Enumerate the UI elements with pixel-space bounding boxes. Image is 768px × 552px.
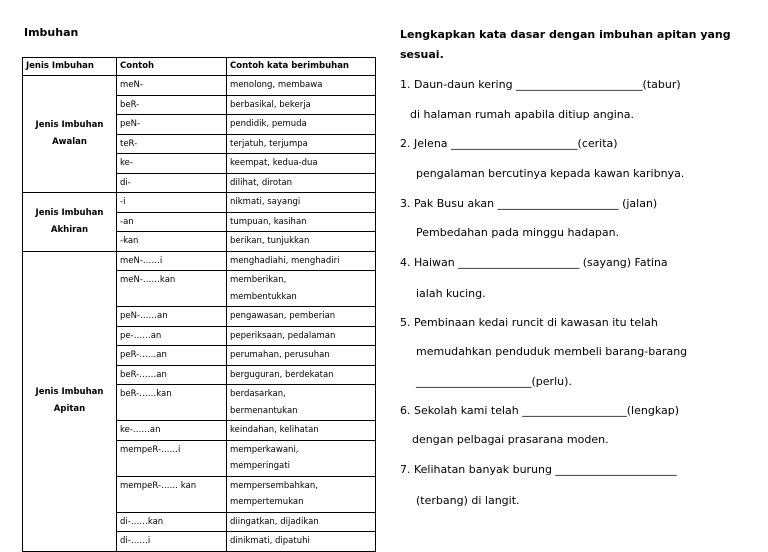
kata-cell: keindahan, kelihatan [227, 421, 376, 441]
kata-cell: berikan, tunjukkan [227, 232, 376, 252]
kata-cell: diingatkan, dijadikan [227, 512, 376, 532]
contoh-cell: ke-……an [117, 421, 227, 441]
contoh-cell: teR- [117, 134, 227, 154]
kata-line1: berdasarkan, [230, 389, 286, 399]
kata-cell [227, 385, 376, 421]
group-label-line1: Jenis Imbuhan [35, 120, 104, 130]
table-row [23, 193, 376, 213]
kata-line2: membentukkan [230, 291, 297, 302]
question-5-line1: 5. Pembinaan kedai runcit di kawasan itu telah [400, 316, 658, 329]
contoh-cell: di- [117, 173, 227, 193]
kata-line2: mempertemukan [230, 497, 304, 507]
question-6-line1: 6. Sekolah kami telah ___________________(lengkap) [400, 404, 680, 417]
contoh-cell: beR-……an [117, 365, 227, 385]
contoh-cell: mempeR-……i [117, 440, 227, 476]
contoh-cell: -kan [117, 232, 227, 252]
contoh-cell: beR- [117, 95, 227, 115]
question-4-line2: ialah kucing. [416, 287, 486, 300]
kata-cell [227, 440, 376, 476]
kata-cell: dilihat, dirotan [227, 173, 376, 193]
kata-cell: berguguran, berdekatan [227, 365, 376, 385]
contoh-cell: di-……kan [117, 512, 227, 532]
kata-cell: menghadiahi, menghadiri [227, 251, 376, 271]
question-4-line1: 4. Haiwan ______________________ (sayang) Fatina [400, 256, 668, 269]
group-akhiran [23, 193, 117, 252]
question-7-line2: (terbang) di langit. [416, 494, 520, 507]
contoh-cell: peR-……an [117, 346, 227, 366]
kata-cell: terjatuh, terjumpa [227, 134, 376, 154]
group-apitan [23, 251, 117, 551]
group-label-line1: Jenis Imbuhan [35, 207, 104, 218]
contoh-cell: meN-……i [117, 251, 227, 271]
left-section-title: Imbuhan [24, 26, 79, 39]
kata-cell [227, 271, 376, 307]
question-2-line2: pengalaman bercutinya kepada kawan karibnya. [416, 167, 685, 180]
kata-cell: keempat, kedua-dua [227, 154, 376, 174]
header-contoh: Contoh [117, 58, 227, 76]
contoh-cell: -i [117, 193, 227, 213]
group-label-line2: Awalan [52, 137, 87, 147]
imbuhan-table [22, 57, 376, 552]
kata-cell: menolong, membawa [227, 76, 376, 96]
question-5-line2: memudahkan penduduk membeli barang-barang [416, 345, 688, 358]
table-row [23, 251, 376, 271]
kata-cell: dinikmati, dipatuhi [227, 532, 376, 552]
contoh-cell: di-……i [117, 532, 227, 552]
question-5-line3: _____________________(perlu). [416, 375, 572, 388]
question-6-line2: dengan pelbagai prasarana moden. [412, 433, 609, 446]
kata-cell: tumpuan, kasihan [227, 212, 376, 232]
question-3-line1: 3. Pak Busu akan ______________________ (jalan) [400, 197, 658, 210]
kata-line1: memberikan, [230, 275, 287, 285]
kata-cell: peperiksaan, pedalaman [227, 326, 376, 346]
exercise-instruction: Lengkapkan kata dasar dengan imbuhan apitan yang sesuai. [400, 28, 731, 61]
contoh-cell: -an [117, 212, 227, 232]
kata-line2: bermenantukan [230, 405, 298, 416]
kata-line1: memperkawani, [230, 444, 299, 455]
contoh-cell: mempeR-…… kan [117, 476, 227, 512]
question-7-line1: 7. Kelihatan banyak burung ______________________ [400, 463, 677, 476]
contoh-cell: peN-……an [117, 307, 227, 327]
contoh-cell: beR-……kan [117, 385, 227, 421]
question-2-line1: 2. Jelena _______________________(cerita) [400, 137, 618, 150]
table-header-row [23, 58, 376, 76]
question-3-line2: Pembedahan pada minggu hadapan. [416, 226, 620, 239]
contoh-cell: peN- [117, 115, 227, 135]
header-jenis-imbuhan: Jenis Imbuhan [23, 58, 117, 76]
kata-cell [227, 476, 376, 512]
group-label-line2: Akhiran [50, 224, 89, 235]
question-1-line2: di halaman rumah apabila ditiup angina. [410, 108, 635, 121]
header-contoh-kata: Contoh kata berimbuhan [227, 58, 376, 76]
kata-cell: pendidik, pemuda [227, 115, 376, 135]
group-label-line2: Apitan [53, 404, 86, 414]
table-row [23, 76, 376, 96]
kata-cell: berbasikal, bekerja [227, 95, 376, 115]
kata-line2: memperingati [230, 461, 290, 471]
kata-cell: pengawasan, pemberian [227, 307, 376, 327]
kata-line1: mempersembahkan, [230, 480, 318, 491]
group-label-line1: Jenis Imbuhan [35, 387, 104, 397]
kata-cell: perumahan, perusuhan [227, 346, 376, 366]
contoh-cell: pe-……an [117, 326, 227, 346]
contoh-cell: meN- [117, 76, 227, 96]
contoh-cell: meN-……kan [117, 271, 227, 307]
kata-cell: nikmati, sayangi [227, 193, 376, 213]
exercise-section [400, 25, 750, 65]
question-1-line1: 1. Daun-daun kering _______________________(tabur) [400, 78, 681, 91]
group-awalan [23, 76, 117, 193]
contoh-cell: ke- [117, 154, 227, 174]
